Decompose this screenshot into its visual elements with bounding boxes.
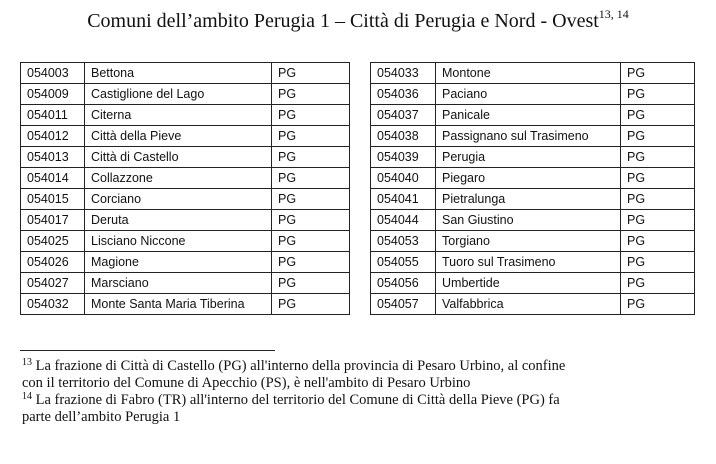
table-row [21,105,350,126]
comune-name-cell: Citerna [85,105,272,126]
province-cell: PG [621,63,695,84]
province-cell: PG [621,210,695,231]
table-row [371,147,695,168]
comune-name-cell: Umbertide [436,273,621,294]
province-cell: PG [272,294,350,315]
table-row [21,231,350,252]
table-row [21,147,350,168]
table-row [21,168,350,189]
province-cell: PG [621,273,695,294]
footnote-14 [22,392,702,426]
table-row [371,252,695,273]
page-title [0,8,716,34]
comune-code-cell: 054009 [21,84,85,105]
province-cell: PG [272,126,350,147]
table-row [371,63,695,84]
comune-name-cell: Collazzone [85,168,272,189]
comune-name-cell: Città della Pieve [85,126,272,147]
comune-name-cell: Perugia [436,147,621,168]
comune-code-cell: 054013 [21,147,85,168]
comune-code-cell: 054056 [371,273,436,294]
comune-name-cell: Paciano [436,84,621,105]
comune-name-cell: Bettona [85,63,272,84]
comune-name-cell: Valfabbrica [436,294,621,315]
comune-name-cell: Lisciano Niccone [85,231,272,252]
province-cell: PG [272,231,350,252]
comune-name-cell: Panicale [436,105,621,126]
footnote-separator [20,350,275,351]
comune-code-cell: 054041 [371,189,436,210]
comune-name-cell: Passignano sul Trasimeno [436,126,621,147]
comune-name-cell: Monte Santa Maria Tiberina [85,294,272,315]
comune-code-cell: 054011 [21,105,85,126]
comune-code-cell: 054032 [21,294,85,315]
comune-code-cell: 054044 [371,210,436,231]
footnote-line: La frazione di Città di Castello (PG) all'interno della provincia di Pesaro Urbino, al confine [35,358,566,374]
comune-name-cell: Pietralunga [436,189,621,210]
table-row [21,252,350,273]
title-text: Comuni dell’ambito Perugia 1 – Città di Perugia e Nord - Ovest [87,10,599,32]
comune-code-cell: 054040 [371,168,436,189]
province-cell: PG [272,105,350,126]
province-cell: PG [621,231,695,252]
comune-name-cell: Piegaro [436,168,621,189]
comune-name-cell: Deruta [85,210,272,231]
comune-code-cell: 054012 [21,126,85,147]
table-row [21,126,350,147]
comuni-table-left [20,62,350,315]
table-row [371,231,695,252]
table-row [371,126,695,147]
footnote-line: con il territorio del Comune di Apecchio (PS), è nell'ambito di Pesaro Urbino [22,375,471,391]
province-cell: PG [272,189,350,210]
table-row [371,273,695,294]
comune-code-cell: 054055 [371,252,436,273]
comune-name-cell: Marsciano [85,273,272,294]
comune-code-cell: 054015 [21,189,85,210]
comune-name-cell: Montone [436,63,621,84]
table-row [371,210,695,231]
province-cell: PG [621,252,695,273]
comune-code-cell: 054026 [21,252,85,273]
table-row [21,273,350,294]
comune-code-cell: 054025 [21,231,85,252]
table-row [21,294,350,315]
footnote-13 [22,358,702,392]
footnotes [22,358,702,426]
province-cell: PG [272,252,350,273]
table-row [21,84,350,105]
table-row [371,189,695,210]
footnote-number: 13 [22,357,32,368]
comune-name-cell: Torgiano [436,231,621,252]
province-cell: PG [272,210,350,231]
title-footnote-refs: 13, 14 [598,7,629,21]
province-cell: PG [621,168,695,189]
province-cell: PG [272,84,350,105]
province-cell: PG [621,189,695,210]
table-row [371,105,695,126]
table-row [371,84,695,105]
comune-name-cell: Città di Castello [85,147,272,168]
table-row [21,189,350,210]
comune-name-cell: Castiglione del Lago [85,84,272,105]
comune-code-cell: 054057 [371,294,436,315]
province-cell: PG [621,294,695,315]
table-row [371,168,695,189]
comune-code-cell: 054038 [371,126,436,147]
comune-name-cell: Corciano [85,189,272,210]
comuni-table-right [370,62,695,315]
province-cell: PG [272,273,350,294]
province-cell: PG [621,84,695,105]
comune-name-cell: Tuoro sul Trasimeno [436,252,621,273]
province-cell: PG [272,147,350,168]
province-cell: PG [272,63,350,84]
table-row [371,294,695,315]
footnote-number: 14 [22,391,32,402]
province-cell: PG [272,168,350,189]
province-cell: PG [621,105,695,126]
footnote-line: parte dell’ambito Perugia 1 [22,409,181,425]
province-cell: PG [621,126,695,147]
comune-code-cell: 054017 [21,210,85,231]
comune-code-cell: 054014 [21,168,85,189]
comune-code-cell: 054037 [371,105,436,126]
comune-code-cell: 054027 [21,273,85,294]
comune-code-cell: 054003 [21,63,85,84]
table-row [21,63,350,84]
comune-name-cell: Magione [85,252,272,273]
comune-code-cell: 054036 [371,84,436,105]
comune-code-cell: 054053 [371,231,436,252]
comune-code-cell: 054033 [371,63,436,84]
comune-code-cell: 054039 [371,147,436,168]
footnote-line: La frazione di Fabro (TR) all'interno del territorio del Comune di Città della Pieve (PG) fa [35,392,560,408]
comune-name-cell: San Giustino [436,210,621,231]
table-row [21,210,350,231]
province-cell: PG [621,147,695,168]
